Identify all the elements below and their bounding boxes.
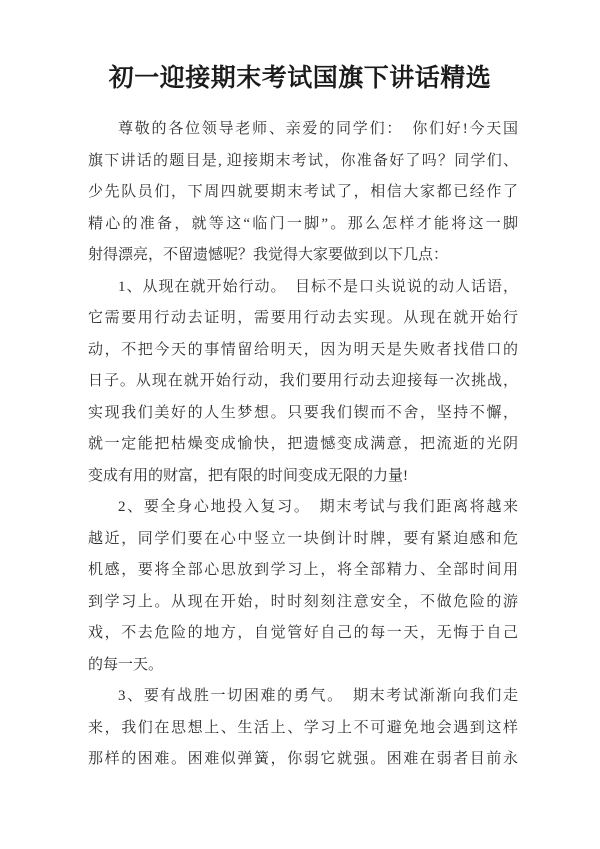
text-line: 日子。从现在就开始行动，我们要用行动去迎接每一次挑战， <box>88 373 518 389</box>
text-line: 的每一天。 <box>88 656 164 673</box>
text-line: 变成有用的财富，把有限的时间变成无限的力量! <box>88 467 408 484</box>
text-line: 戏，不去危险的地方，自觉管好自己的每一天，无悔于自己 <box>88 625 518 641</box>
document-title: 初一迎接期末考试国旗下讲话精选 <box>108 65 492 92</box>
text-line: 1、从现在就开始行动。 目标不是口头说说的动人话语， <box>118 278 518 295</box>
text-line: 来，我们在思想上、生活上、学习上不可避免地会遇到这样 <box>88 719 518 736</box>
text-line: 动，不把今天的事情留给明天，因为明天是失败者找借口的 <box>88 341 518 358</box>
text-line: 它需要用行动去证明，需要用行动去实现。从现在就开始行 <box>88 310 518 326</box>
text-line: 尊敬的各位领导老师、亲爱的同学们： 你们好!今天国 <box>118 121 518 137</box>
text-line: 精心的准备，就等这“临门一脚”。那么怎样才能将这一脚 <box>88 215 518 232</box>
text-line: 到学习上。从现在开始，时时刻刻注意安全，不做危险的游 <box>88 593 518 610</box>
text-line: 就一定能把枯燥变成愉快，把遗憾变成满意，把流逝的光阴 <box>88 436 518 452</box>
text-line: 越近，同学们要在心中竖立一块倒计时牌，要有紧迫感和危 <box>88 530 518 547</box>
text-line: 机感，要将全部心思放到学习上，将全部精力、全部时间用 <box>88 562 518 578</box>
text-line: 3、要有战胜一切困难的勇气。 期末考试渐渐向我们走 <box>118 688 518 704</box>
document-body <box>88 114 518 776</box>
text-line: 旗下讲话的题目是, 迎接期末考试，你准备好了吗？同学们、 <box>88 152 518 169</box>
text-line: 实现我们美好的人生梦想。只要我们锲而不舍，坚持不懈， <box>88 404 518 421</box>
text-line: 少先队员们，下周四就要期末考试了，相信大家都已经作了 <box>88 184 518 200</box>
text-line: 射得漂亮，不留遗憾呢？我觉得大家要做到以下几点： <box>88 247 449 263</box>
text-line: 2、要全身心地投入复习。 期末考试与我们距离将越来 <box>118 499 518 515</box>
text-line: 那样的困难。困难似弹簧，你弱它就强。困难在弱者目前永 <box>88 751 518 767</box>
